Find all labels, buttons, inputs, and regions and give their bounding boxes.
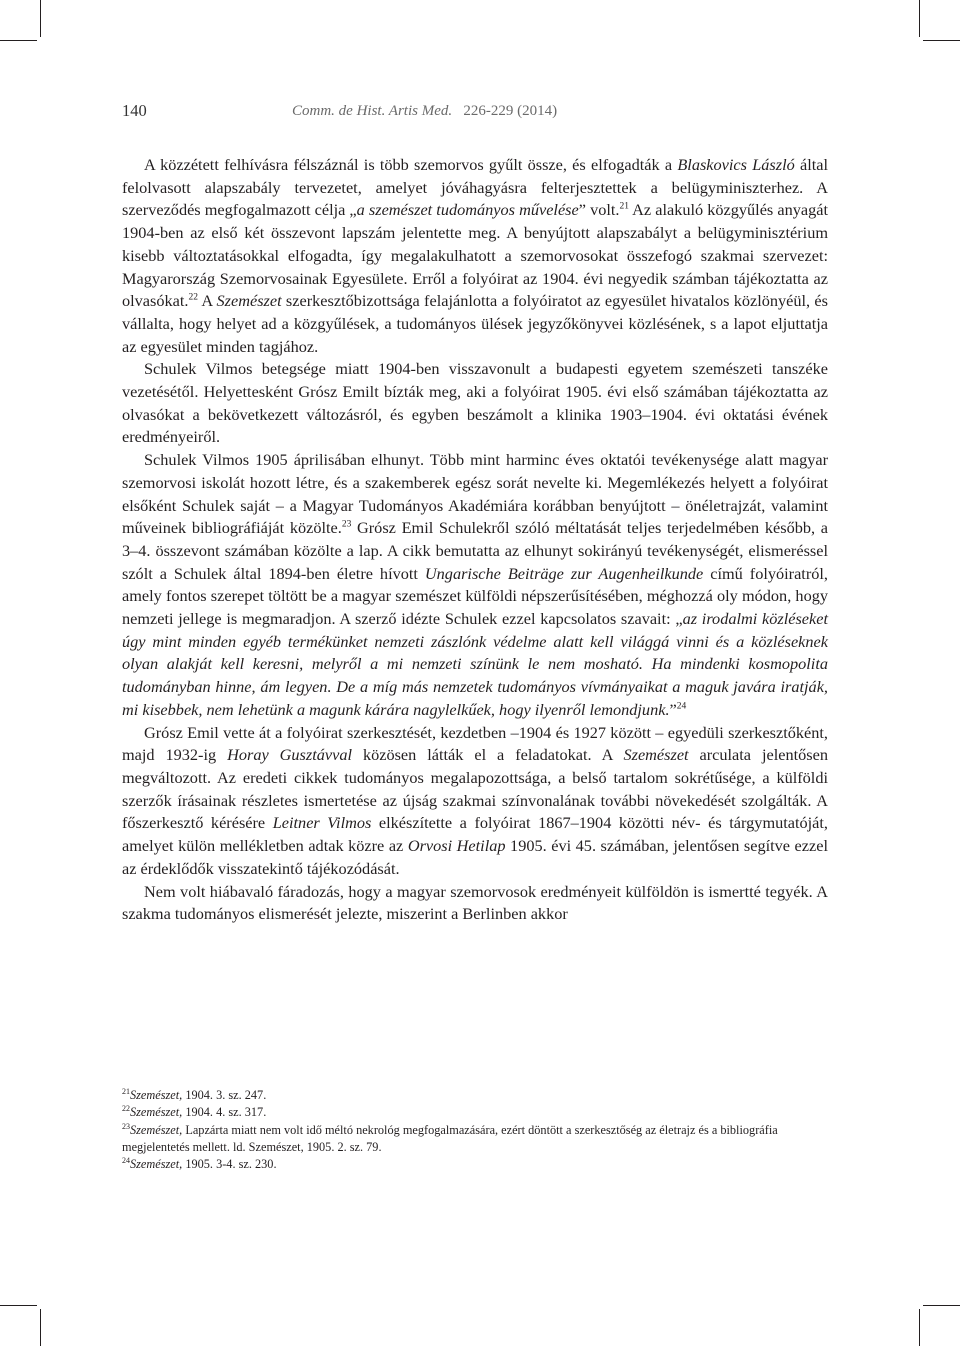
journal-abbrev: Comm. de Hist. Artis Med. <box>292 103 453 119</box>
footnote-number: 23 <box>122 1121 130 1131</box>
footnote-text: 1905. 3-4. sz. 230. <box>182 1157 277 1172</box>
text-run: ” <box>669 699 677 719</box>
running-title <box>292 97 557 125</box>
volume-info: 226-229 (2014) <box>463 103 558 119</box>
footnote-text: 1904. 3. sz. 247. <box>182 1088 267 1102</box>
text-run: Grósz Emil Schulekről szóló méltatását teljes terjedelmében később, a 3–4. összevont számában közölte a lap. A cikk bemutatta az elhunyt sokirányú tevékenységét, elismeréssel szólt a Schulek által 1894-ben életre hívott <box>122 518 828 583</box>
footnote-23 <box>122 1122 828 1157</box>
crop-mark-bottom-left-h <box>0 1305 37 1306</box>
footnote-text: Lapzárta miatt nem volt idő méltó nekrológ megfogalmazására, ezért döntött a szerkesztőség az életrajz és a bibliográfia megjelentetés mellett. ld. Szemészet, 1905. 2. sz. 79. <box>122 1122 778 1154</box>
footnotes <box>122 1087 828 1173</box>
article-body <box>122 154 828 926</box>
quote-italic: a szemészet tudományos művelése <box>356 200 579 220</box>
text-run: Nem volt hiábavaló fáradozás, hogy a magyar szemorvosok eredményeit külföldön is ismertté tegyék. A szakma tudományos elismerését jelezte, miszerint a Berlinben akkor <box>122 881 828 924</box>
paragraph-1 <box>122 154 828 358</box>
footnote-22 <box>122 1104 828 1121</box>
text-run: által felolvasott alapszabály tervezetet, amelyet jóváhagyásra felterjesztettek a belügyminiszterhez. A szerveződés megfogalmazott célja „ <box>122 155 829 220</box>
crop-mark-top-right-h <box>923 40 960 41</box>
person-name: Leitner Vilmos <box>272 813 372 833</box>
footnote-ref-22[interactable]: 22 <box>188 292 198 303</box>
text-run: elkészítette a folyóirat 1867–1904 közötti név- és tárgymutatóját, amelyet külön mellékletben adtak közre az <box>122 813 828 856</box>
footnote-ref-23[interactable]: 23 <box>341 519 352 530</box>
paragraph-2 <box>122 358 828 449</box>
footnote-source: Szemészet, <box>130 1105 183 1120</box>
text-run: közösen látták el a feladatokat. A <box>352 745 624 765</box>
journal-name: Orvosi Hetilap <box>407 836 506 856</box>
text-run: ” volt. <box>578 200 620 220</box>
text-run: arculata jelentősen megváltozott. Az eredeti cikkek tudományos megalapozottsága, a belső tartalom sokrétűsége, a külföldi szerzők írásainak részletes ismertetése az újság szakmai színvonalának további növekedését szolgálták. A főszerkesztő kérésére <box>122 745 828 833</box>
footnote-21 <box>122 1087 828 1104</box>
crop-mark-bottom-left <box>40 1309 41 1346</box>
paragraph-3 <box>122 449 828 721</box>
crop-mark-bottom-right <box>919 1309 920 1346</box>
paragraph-4 <box>122 722 828 881</box>
journal-name: Ungarische Beiträge zur Augenheilkunde <box>424 563 704 583</box>
person-name: Horay Gusztávval <box>227 745 352 765</box>
text-run: Schulek Vilmos betegsége miatt 1904-ben visszavonult a budapesti egyetem szemészeti tanszéke vezetésétől. Helyettesként Grósz Emilt bízták meg, aki a folyóirat 1905. évi első számában tájékoztatta az olvasókat a bekövetkezett változásról, és egyben beszámolt a klinika 1903–1904. évi oktatási évének eredményeiről. <box>122 359 828 447</box>
crop-mark-top-left-h <box>0 40 37 41</box>
running-header <box>122 97 842 125</box>
crop-mark-bottom-right-h <box>923 1305 960 1306</box>
page-number: 140 <box>122 101 147 120</box>
text-run: Az alakuló közgyűlés anyagát 1904-ben az első két összevont lapszám jelentette meg. A benyújtott alapszabályt a belügyminisztérium kisebb változtatásokkal elfogadta, így megalakulhatott a szemorvosokat összefogó szakmai szervezet: Magyarország Szemorvosainak Egyesülete. Erről a folyóirat az 1904. évi negyedik számban tájékoztatta az olvasókat. <box>122 200 828 311</box>
paragraph-5 <box>122 881 828 926</box>
footnote-text: 1904. 4. sz. 317. <box>182 1105 267 1120</box>
footnote-ref-21[interactable]: 21 <box>619 201 629 212</box>
text-run: című folyóiratról, amely fontos szerepet töltött be a magyar szemészet külföldi népszerűsítésében, méghozzá oly módon, hogy nemzeti jellege is megmaradjon. A szerző idézte Schulek ezzel kapcsolatos szavait: „ <box>122 563 828 629</box>
text-run: Grósz Emil vette át a folyóirat szerkesztését, kezdetben –1904 és 1927 között – egyedüli szerkesztőként, majd 1932-ig <box>122 722 828 765</box>
footnote-source: Szemészet, <box>130 1157 183 1172</box>
footnote-number: 24 <box>122 1156 130 1166</box>
text-run: A közzétett felhívásra félszáznál is több szemorvos gyűlt össze, és elfogadták a <box>144 155 678 174</box>
journal-name: Szemészet <box>623 745 689 765</box>
person-name: Blaskovics László <box>677 155 795 174</box>
footnote-source: Szemészet, <box>130 1122 183 1137</box>
text-run: Schulek Vilmos 1905 áprilisában elhunyt. Több mint harminc éves oktatói tevékenysége alatt magyar szemorvosi iskolát hozott létre, és a szakemberek egész sorát nevelte ki. Megemlékezés helyett a folyóirat elsőként Schulek saját – a Magyar Tudományos Akadémiára korábban benyújtott – önéletrajzát, valamint műveinek bibliográfiáját közölte. <box>122 450 828 538</box>
footnote-number: 21 <box>122 1086 130 1096</box>
text-run: A <box>197 291 217 311</box>
crop-mark-top-right <box>919 0 920 37</box>
quote-italic: az irodalmi közléseket úgy mint minden egyéb termékünket nemzeti zászlónk védelme alatt kell világgá vinni és a közléseknek olyan alakját kell keresni, melyről a mi nemzeti színünk le nem mosható. Ha mindenki kosmopolita tudományban hinne, ám legyen. De a míg más nemzetek tudományos vívmányaikat a maguk javára iratják, mi kisebbek, nem lehetünk a magunk kárára nagylelkűek, hogy ilyenről lemondjunk. <box>122 609 829 719</box>
text-run: 1905. évi 45. számában, jelentősen segítve ezzel az érdeklődők visszatekintő tájékozódását. <box>122 836 828 878</box>
footnote-ref-24[interactable]: 24 <box>676 701 687 712</box>
crop-mark-top-left <box>40 0 41 37</box>
footnote-24 <box>122 1156 828 1173</box>
text-run: szerkesztőbizottsága felajánlotta a folyóiratot az egyesület hivatalos közlönyéül, és vállalta, hogy helyet ad a közgyűlések, a tudományos ülések jegyzőkönyvei közlésének, s a lapot eljuttatja az egyesület minden tagjához. <box>122 291 828 356</box>
footnote-number: 22 <box>122 1104 130 1114</box>
journal-name: Szemészet <box>216 291 282 311</box>
footnote-source: Szemészet, <box>130 1088 183 1102</box>
